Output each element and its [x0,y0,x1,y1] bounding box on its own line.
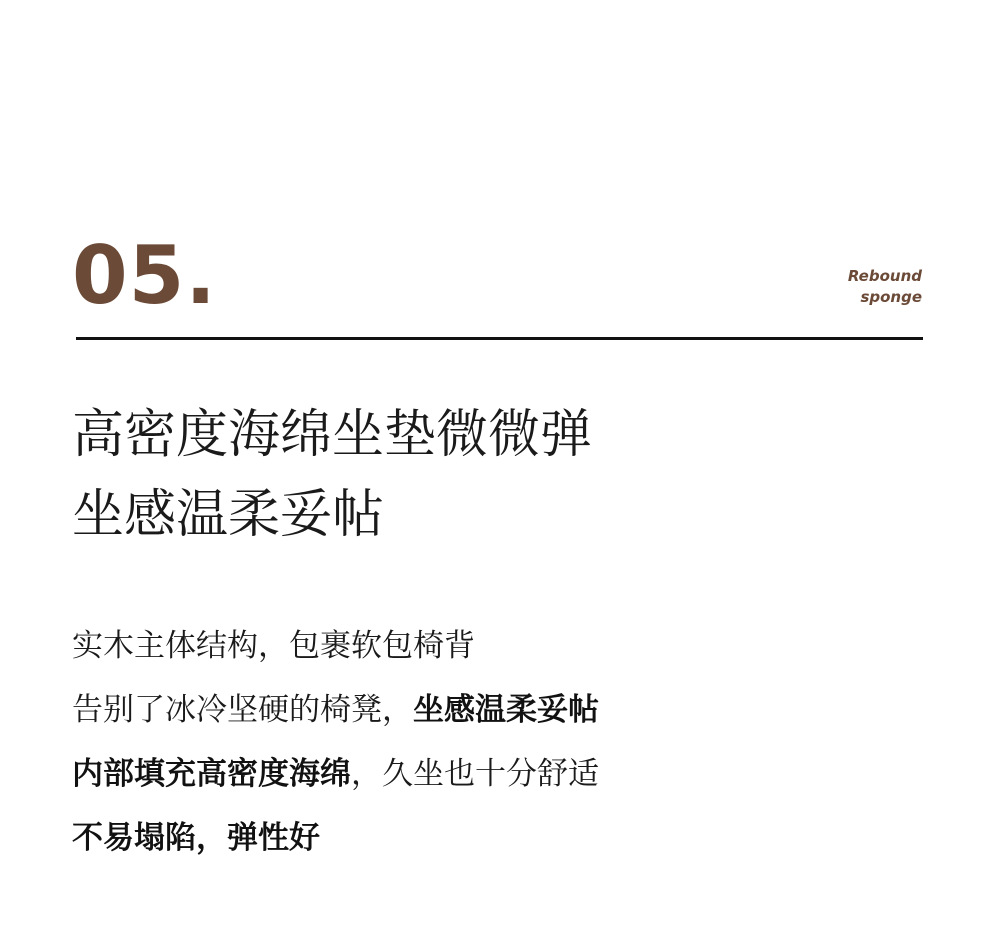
english-tagline [848,266,922,308]
body-line-1 [72,614,599,678]
headline [72,395,592,555]
body-line-3 [72,742,599,806]
body-line-4 [72,806,599,870]
body-line-3-emphasis: 内部填充高密度海绵 [72,756,351,792]
body-text [72,614,599,870]
section-number: 05. [72,229,217,322]
english-tagline-line2: sponge [860,288,922,306]
english-tagline-line1: Rebound [847,267,922,285]
divider-line [76,337,923,340]
body-line-2-emphasis: 坐感温柔妥帖 [413,692,599,728]
body-line-3-regular: ，久坐也十分舒适 [351,756,599,792]
body-line-4-emphasis: 不易塌陷，弹性好 [72,820,320,856]
body-line-2 [72,678,599,742]
body-line-1-text: 实木主体结构，包裹软包椅背 [72,628,475,664]
body-line-2-regular: 告别了冰冷坚硬的椅凳， [72,692,413,728]
headline-line2: 坐感温柔妥帖 [72,485,385,545]
headline-line1: 高密度海绵坐垫微微弹 [72,405,593,465]
